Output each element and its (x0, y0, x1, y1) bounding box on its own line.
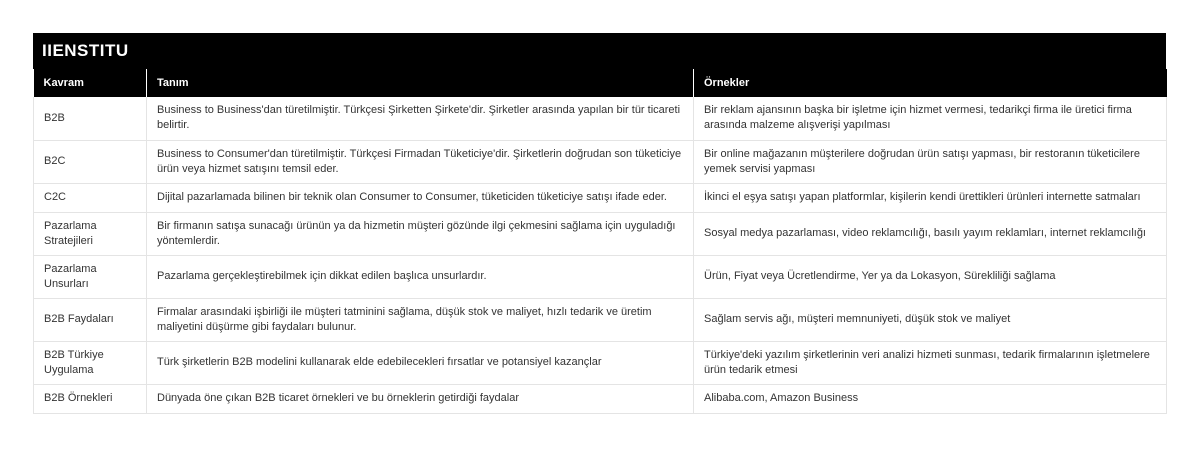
header-tanim: Tanım (147, 69, 694, 97)
cell-kavram: B2B Örnekleri (34, 384, 147, 413)
table-row (34, 140, 1167, 183)
cell-kavram: B2B Türkiye Uygulama (34, 341, 147, 384)
table-header-row (34, 69, 1167, 97)
brand-logo: IIENSTITU (42, 41, 129, 60)
cell-ornekler: Sağlam servis ağı, müşteri memnuniyeti, düşük stok ve maliyet (694, 298, 1167, 341)
cell-ornekler: Ürün, Fiyat veya Ücretlendirme, Yer ya da Lokasyon, Sürekliliği sağlama (694, 255, 1167, 298)
table-row (34, 97, 1167, 140)
cell-ornekler: Türkiye'deki yazılım şirketlerinin veri analizi hizmeti sunması, tedarik firmalarının işletmelere ürün tedarik etmesi (694, 341, 1167, 384)
cell-tanim: Firmalar arasındaki işbirliği ile müşteri tatminini sağlama, düşük stok ve maliyet, hızlı tedarik ve üretim maliyetini düşürme gibi faydaları bulunur. (147, 298, 694, 341)
cell-kavram: Pazarlama Unsurları (34, 255, 147, 298)
cell-ornekler: Bir reklam ajansının başka bir işletme için hizmet vermesi, tedarikçi firma ile üretici firma arasında malzeme alışverişi yapılması (694, 97, 1167, 140)
table-row (34, 341, 1167, 384)
header-kavram: Kavram (34, 69, 147, 97)
brand-header (33, 33, 1166, 69)
table-row (34, 298, 1167, 341)
cell-tanim: Bir firmanın satışa sunacağı ürünün ya da hizmetin müşteri gözünde ilgi çekmesini sağlama için uyguladığı yöntemlerdir. (147, 212, 694, 255)
table-row (34, 212, 1167, 255)
cell-kavram: Pazarlama Stratejileri (34, 212, 147, 255)
cell-tanim: Dünyada öne çıkan B2B ticaret örnekleri ve bu örneklerin getirdiği faydalar (147, 384, 694, 413)
cell-tanim: Türk şirketlerin B2B modelini kullanarak elde edebilecekleri fırsatlar ve potansiyel kazançlar (147, 341, 694, 384)
table-row (34, 183, 1167, 212)
cell-kavram: B2B Faydaları (34, 298, 147, 341)
table-row (34, 255, 1167, 298)
cell-tanim: Pazarlama gerçekleştirebilmek için dikkat edilen başlıca unsurlardır. (147, 255, 694, 298)
cell-ornekler: İkinci el eşya satışı yapan platformlar, kişilerin kendi ürettikleri ürünleri internette satmaları (694, 183, 1167, 212)
cell-tanim: Dijital pazarlamada bilinen bir teknik olan Consumer to Consumer, tüketiciden tüketiciye satışı ifade eder. (147, 183, 694, 212)
table-row (34, 384, 1167, 413)
comparison-table (33, 69, 1167, 414)
cell-kavram: C2C (34, 183, 147, 212)
content-card (33, 33, 1166, 414)
cell-tanim: Business to Business'dan türetilmiştir. Türkçesi Şirketten Şirkete'dir. Şirketler arasında yapılan bir tür ticareti belirtir. (147, 97, 694, 140)
cell-kavram: B2B (34, 97, 147, 140)
cell-ornekler: Alibaba.com, Amazon Business (694, 384, 1167, 413)
cell-ornekler: Sosyal medya pazarlaması, video reklamcılığı, basılı yayım reklamları, internet reklamcılığı (694, 212, 1167, 255)
cell-kavram: B2C (34, 140, 147, 183)
cell-ornekler: Bir online mağazanın müşterilere doğrudan ürün satışı yapması, bir restoranın tüketicilere yemek servisi yapması (694, 140, 1167, 183)
cell-tanim: Business to Consumer'dan türetilmiştir. Türkçesi Firmadan Tüketiciye'dir. Şirketlerin doğrudan son tüketiciye ürün veya hizmet satışını temsil eder. (147, 140, 694, 183)
header-ornekler: Örnekler (694, 69, 1167, 97)
